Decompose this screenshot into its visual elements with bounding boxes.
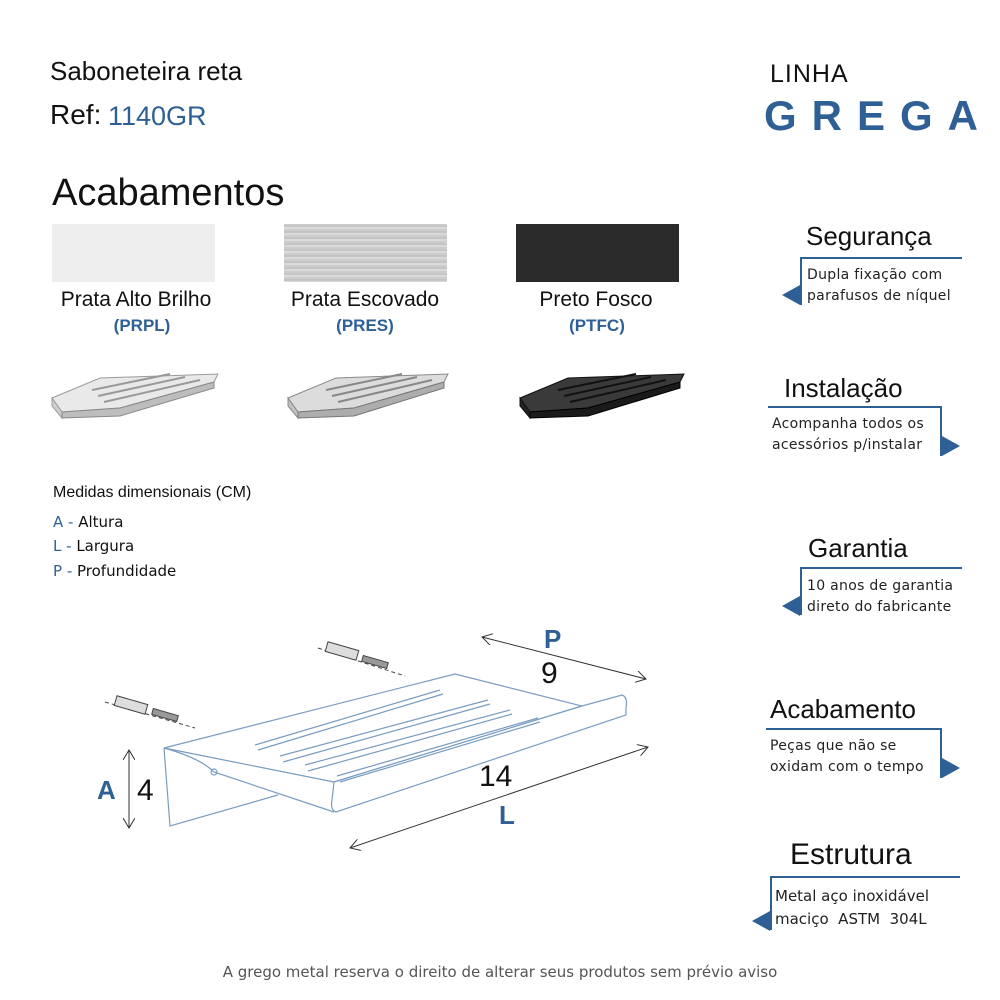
finish-code: (PTFC): [569, 316, 625, 335]
line-name-logo: GREGA: [764, 92, 994, 139]
finish-code-text: PRES: [341, 316, 389, 335]
feature-title: Instalação: [784, 373, 903, 403]
finish-name: Preto Fosco: [539, 288, 653, 311]
finishes-title: Acabamentos: [52, 172, 285, 214]
arrow-left-icon: [782, 285, 800, 305]
arrow-right-icon: [942, 436, 960, 456]
ref-label: Ref:: [50, 99, 102, 130]
finish-code: (PRPL): [113, 316, 171, 335]
feature-title: Estrutura: [790, 838, 912, 871]
depth-arrow: [482, 637, 646, 679]
depth-value: 9: [541, 657, 558, 690]
legend-key: L -: [53, 537, 72, 555]
feature-title: Segurança: [806, 221, 932, 251]
line-label: LINHA: [770, 60, 849, 88]
feature-text: 10 anos de garantia direto do fabricante: [807, 578, 954, 615]
legend-key: A -: [53, 513, 74, 531]
legend-label: Profundidade: [77, 562, 177, 580]
feature-title: Garantia: [808, 533, 908, 563]
height-key: A: [97, 775, 116, 805]
tray-outline: [164, 674, 627, 826]
finish-name: Prata Alto Brilho: [60, 288, 212, 311]
ref-code: 1140GR: [108, 101, 207, 131]
arrow-left-icon: [782, 596, 800, 616]
footer-disclaimer: A grego metal reserva o direito de alterar seus produtos sem prévio aviso: [222, 963, 778, 981]
feature-title: Acabamento: [770, 694, 916, 724]
screw-icon: [318, 642, 405, 676]
feature-text: Peças que não se oxidam com o tempo: [770, 738, 924, 775]
width-value: 14: [479, 760, 513, 793]
legend-key: P -: [53, 562, 73, 580]
height-value: 4: [137, 774, 154, 807]
screw-icon: [105, 696, 195, 728]
legend-label: Altura: [78, 513, 124, 531]
finish-code: (PRES): [336, 316, 394, 335]
product-name: Saboneteira reta: [50, 56, 243, 86]
finish-name: Prata Escovado: [290, 288, 440, 311]
depth-key: P: [544, 624, 562, 654]
finish-code-text: PTFC: [574, 316, 620, 335]
legend-label: Largura: [76, 537, 135, 555]
dimensions-title: Medidas dimensionais (CM): [53, 484, 252, 501]
feature-text: Metal aço inoxidável maciço ASTM 304L: [775, 887, 929, 928]
arrow-right-icon: [942, 758, 960, 778]
finish-code-text: PRPL: [119, 316, 165, 335]
width-key: L: [499, 800, 515, 830]
feature-text: Acompanha todos os acessórios p/instalar: [772, 416, 924, 453]
arrow-left-icon: [752, 911, 770, 931]
feature-text: Dupla fixação com parafusos de níquel: [807, 267, 951, 304]
